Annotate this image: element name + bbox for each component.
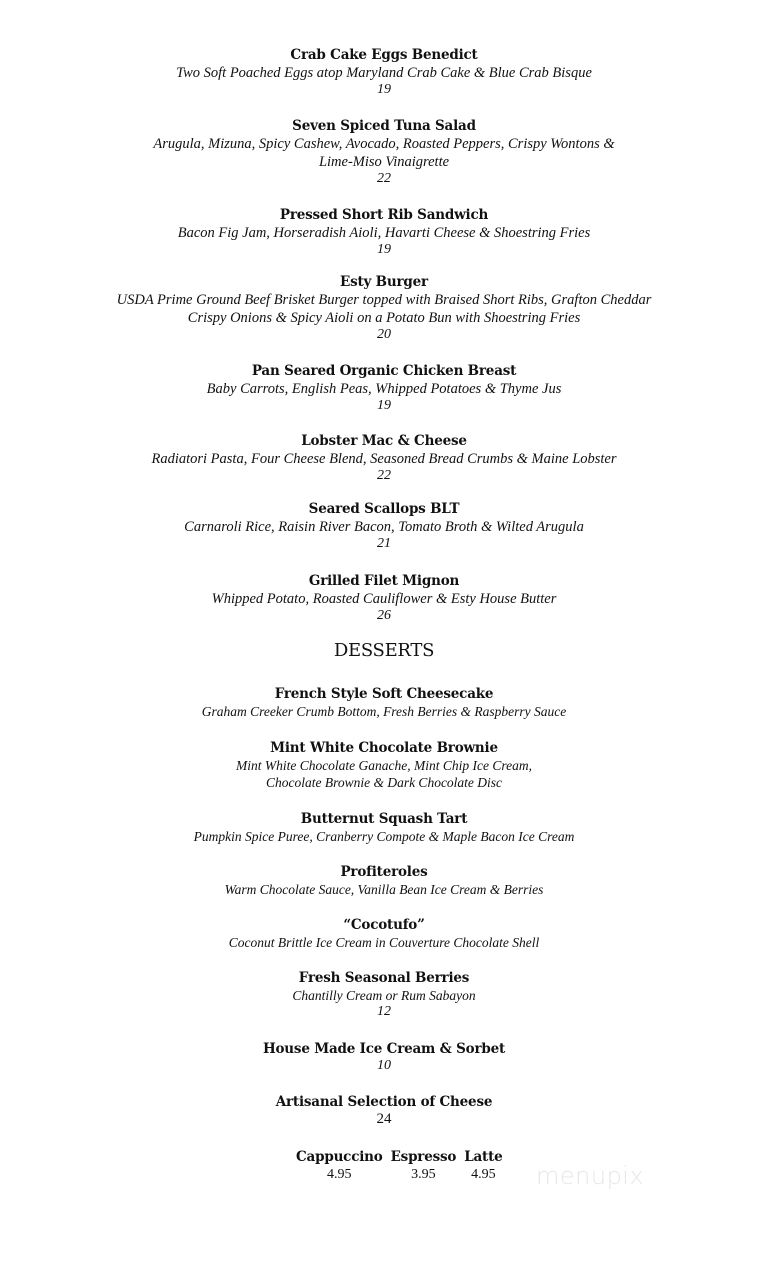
item-description: Bacon Fig Jam, Horseradish Aioli, Havarti Cheese & Shoestring Fries — [177, 225, 591, 241]
menu-item — [0, 916, 768, 951]
item-description: Whipped Potato, Roasted Cauliflower & Esty House Butter — [211, 591, 557, 607]
item-description: Radiatori Pasta, Four Cheese Blend, Seasoned Bread Crumbs & Maine Lobster — [151, 451, 617, 467]
coffee-item — [391, 1148, 457, 1184]
item-price: 12 — [377, 1004, 391, 1019]
item-description: Two Soft Poached Eggs atop Maryland Crab Cake & Blue Crab Bisque — [176, 65, 592, 81]
menu-item — [0, 46, 768, 98]
item-price: 26 — [377, 608, 391, 623]
item-price: 21 — [377, 536, 391, 551]
item-description: Chocolate Brownie & Dark Chocolate Disc — [265, 775, 503, 790]
item-name: French Style Soft Cheesecake — [274, 686, 494, 702]
menu-item — [0, 273, 768, 343]
section-heading-desserts: DESSERTS — [333, 640, 435, 661]
menu-item — [0, 432, 768, 484]
item-description: Coconut Brittle Ice Cream in Couverture Chocolate Shell — [228, 935, 540, 950]
item-description: Chantilly Cream or Rum Sabayon — [292, 988, 476, 1003]
item-description: Warm Chocolate Sauce, Vanilla Bean Ice Cream & Berries — [224, 882, 544, 897]
item-description: Crispy Onions & Spicy Aioli on a Potato Bun with Shoestring Fries — [187, 310, 581, 326]
menu-item — [0, 362, 768, 414]
item-description: Carnaroli Rice, Raisin River Bacon, Tomato Broth & Wilted Arugula — [184, 519, 584, 535]
menu-item — [0, 117, 768, 187]
menu-item — [0, 572, 768, 624]
menu-item — [0, 206, 768, 258]
item-description: Baby Carrots, English Peas, Whipped Potatoes & Thyme Jus — [206, 381, 562, 397]
item-price: 10 — [377, 1058, 391, 1073]
item-name: Grilled Filet Mignon — [308, 573, 460, 589]
item-name: Mint White Chocolate Brownie — [270, 740, 498, 756]
item-name: Esty Burger — [340, 274, 428, 290]
item-name: Artisanal Selection of Cheese — [275, 1094, 493, 1110]
menu-item — [0, 969, 768, 1020]
item-price: 24 — [376, 1111, 392, 1127]
item-name: Crab Cake Eggs Benedict — [290, 47, 478, 63]
menu-item — [0, 1093, 768, 1127]
menu-item — [0, 863, 768, 898]
item-name: House Made Ice Cream & Sorbet — [262, 1041, 506, 1057]
item-name: Fresh Seasonal Berries — [298, 970, 470, 986]
item-description: Graham Creeker Crumb Bottom, Fresh Berries & Raspberry Sauce — [201, 704, 567, 719]
coffee-item — [464, 1148, 502, 1184]
coffee-price: 3.95 — [411, 1167, 436, 1182]
item-name: “Cocotufo” — [343, 917, 425, 933]
item-price: 20 — [377, 327, 391, 342]
item-name: Pressed Short Rib Sandwich — [279, 207, 489, 223]
menu-item — [0, 810, 768, 845]
item-description: Mint White Chocolate Ganache, Mint Chip Ice Cream, — [235, 758, 533, 773]
item-name: Pan Seared Organic Chicken Breast — [251, 363, 517, 379]
item-name: Seven Spiced Tuna Salad — [292, 118, 476, 134]
coffee-list — [296, 1148, 511, 1184]
coffee-price: 4.95 — [471, 1167, 496, 1182]
item-name: Butternut Squash Tart — [300, 811, 468, 827]
menu-item — [0, 1040, 768, 1074]
item-name: Profiteroles — [340, 864, 428, 880]
item-price: 19 — [377, 242, 391, 257]
coffee-item — [296, 1148, 383, 1184]
item-price: 22 — [377, 171, 391, 186]
coffee-name: Cappuccino — [296, 1149, 383, 1165]
coffee-price: 4.95 — [327, 1167, 352, 1182]
item-description: Pumpkin Spice Puree, Cranberry Compote & Maple Bacon Ice Cream — [193, 829, 575, 844]
item-description: Arugula, Mizuna, Spicy Cashew, Avocado, Roasted Peppers, Crispy Wontons & — [153, 136, 615, 152]
watermark-logo: menupix — [536, 1162, 645, 1190]
item-price: 22 — [377, 468, 391, 483]
item-price: 19 — [377, 82, 391, 97]
menu-item — [0, 685, 768, 720]
item-description: Lime-Miso Vinaigrette — [318, 154, 450, 170]
menu-item — [0, 739, 768, 791]
item-name: Seared Scallops BLT — [308, 501, 460, 517]
item-description: USDA Prime Ground Beef Brisket Burger topped with Braised Short Ribs, Grafton Cheddar — [116, 292, 652, 308]
coffee-name: Espresso — [390, 1149, 457, 1165]
coffee-name: Latte — [464, 1149, 503, 1165]
item-name: Lobster Mac & Cheese — [301, 433, 467, 449]
menu-item — [0, 500, 768, 552]
item-price: 19 — [377, 398, 391, 413]
